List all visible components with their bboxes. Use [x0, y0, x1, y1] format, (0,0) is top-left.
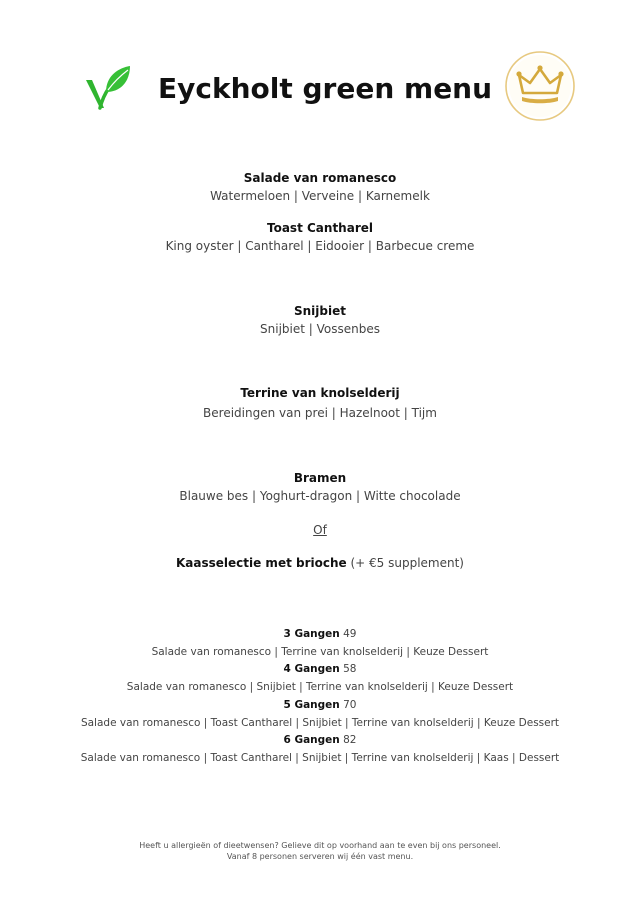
dish-name: Snijbiet: [294, 304, 346, 318]
course-label: 4 Gangen: [283, 663, 340, 676]
dish-description: King oyster | Cantharel | Eidooier | Barbecue creme: [165, 239, 475, 253]
course-price: 58: [343, 663, 357, 676]
course-price: 70: [343, 698, 357, 711]
dish-description: Watermeloen | Verveine | Karnemelk: [210, 189, 430, 203]
course-items: Salade van romanesco | Toast Cantharel | Snijbiet | Terrine van knolselderij | Kaas | Dessert: [80, 751, 560, 764]
dish-description: Bereidingen van prei | Hazelnoot | Tijm: [203, 406, 437, 420]
or-label: Of: [313, 523, 327, 537]
dish-name: Toast Cantharel: [267, 221, 373, 235]
course-items: Salade van romanesco | Snijbiet | Terrine van knolselderij | Keuze Dessert: [126, 681, 514, 694]
cheese-supplement: (+ €5 supplement): [350, 556, 464, 570]
menu-title: Eyckholt green menu: [158, 72, 493, 105]
course-items: Salade van romanesco | Toast Cantharel | Snijbiet | Terrine van knolselderij | Keuze Dessert: [80, 716, 560, 729]
course-label-row: [0, 732, 640, 750]
group-note: Vanaf 8 personen serveren wij één vast menu.: [226, 852, 414, 861]
dish-salade: [0, 170, 640, 205]
cheese-name: Kaasselectie met brioche: [175, 556, 347, 570]
course-items: Salade van romanesco | Terrine van knolselderij | Keuze Dessert: [151, 645, 489, 658]
course-options: [0, 626, 640, 768]
course-label-row: [0, 661, 640, 679]
vegan-leaf-icon: [84, 62, 132, 112]
dish-name: Terrine van knolselderij: [240, 386, 400, 400]
or-separator: [0, 519, 640, 538]
allergy-note: Heeft u allergieën of dieetwensen? Gelieve dit op voorhand aan te even bij ons personeel.: [139, 841, 501, 850]
footer-note: [0, 840, 640, 862]
menu-header: [0, 58, 640, 128]
course-label: 6 Gangen: [283, 734, 340, 747]
course-label-row: [0, 626, 640, 644]
course-label-row: [0, 697, 640, 715]
cheese-option: [0, 552, 640, 571]
dish-name: Salade van romanesco: [243, 171, 397, 185]
dish-name: Bramen: [293, 471, 347, 485]
course-price: 49: [343, 628, 357, 640]
course-label: 3 Gangen: [283, 628, 340, 640]
dish-bramen: [0, 470, 640, 505]
dish-terrine: [0, 385, 640, 422]
course-label: 5 Gangen: [283, 698, 340, 711]
gold-crown-logo: [503, 49, 577, 123]
dish-description: Snijbiet | Vossenbes: [260, 322, 380, 336]
dish-snijbiet: [0, 303, 640, 338]
dish-description: Blauwe bes | Yoghurt-dragon | Witte chocolade: [179, 489, 461, 503]
course-price: 82: [343, 734, 357, 747]
dish-toast: [0, 220, 640, 255]
